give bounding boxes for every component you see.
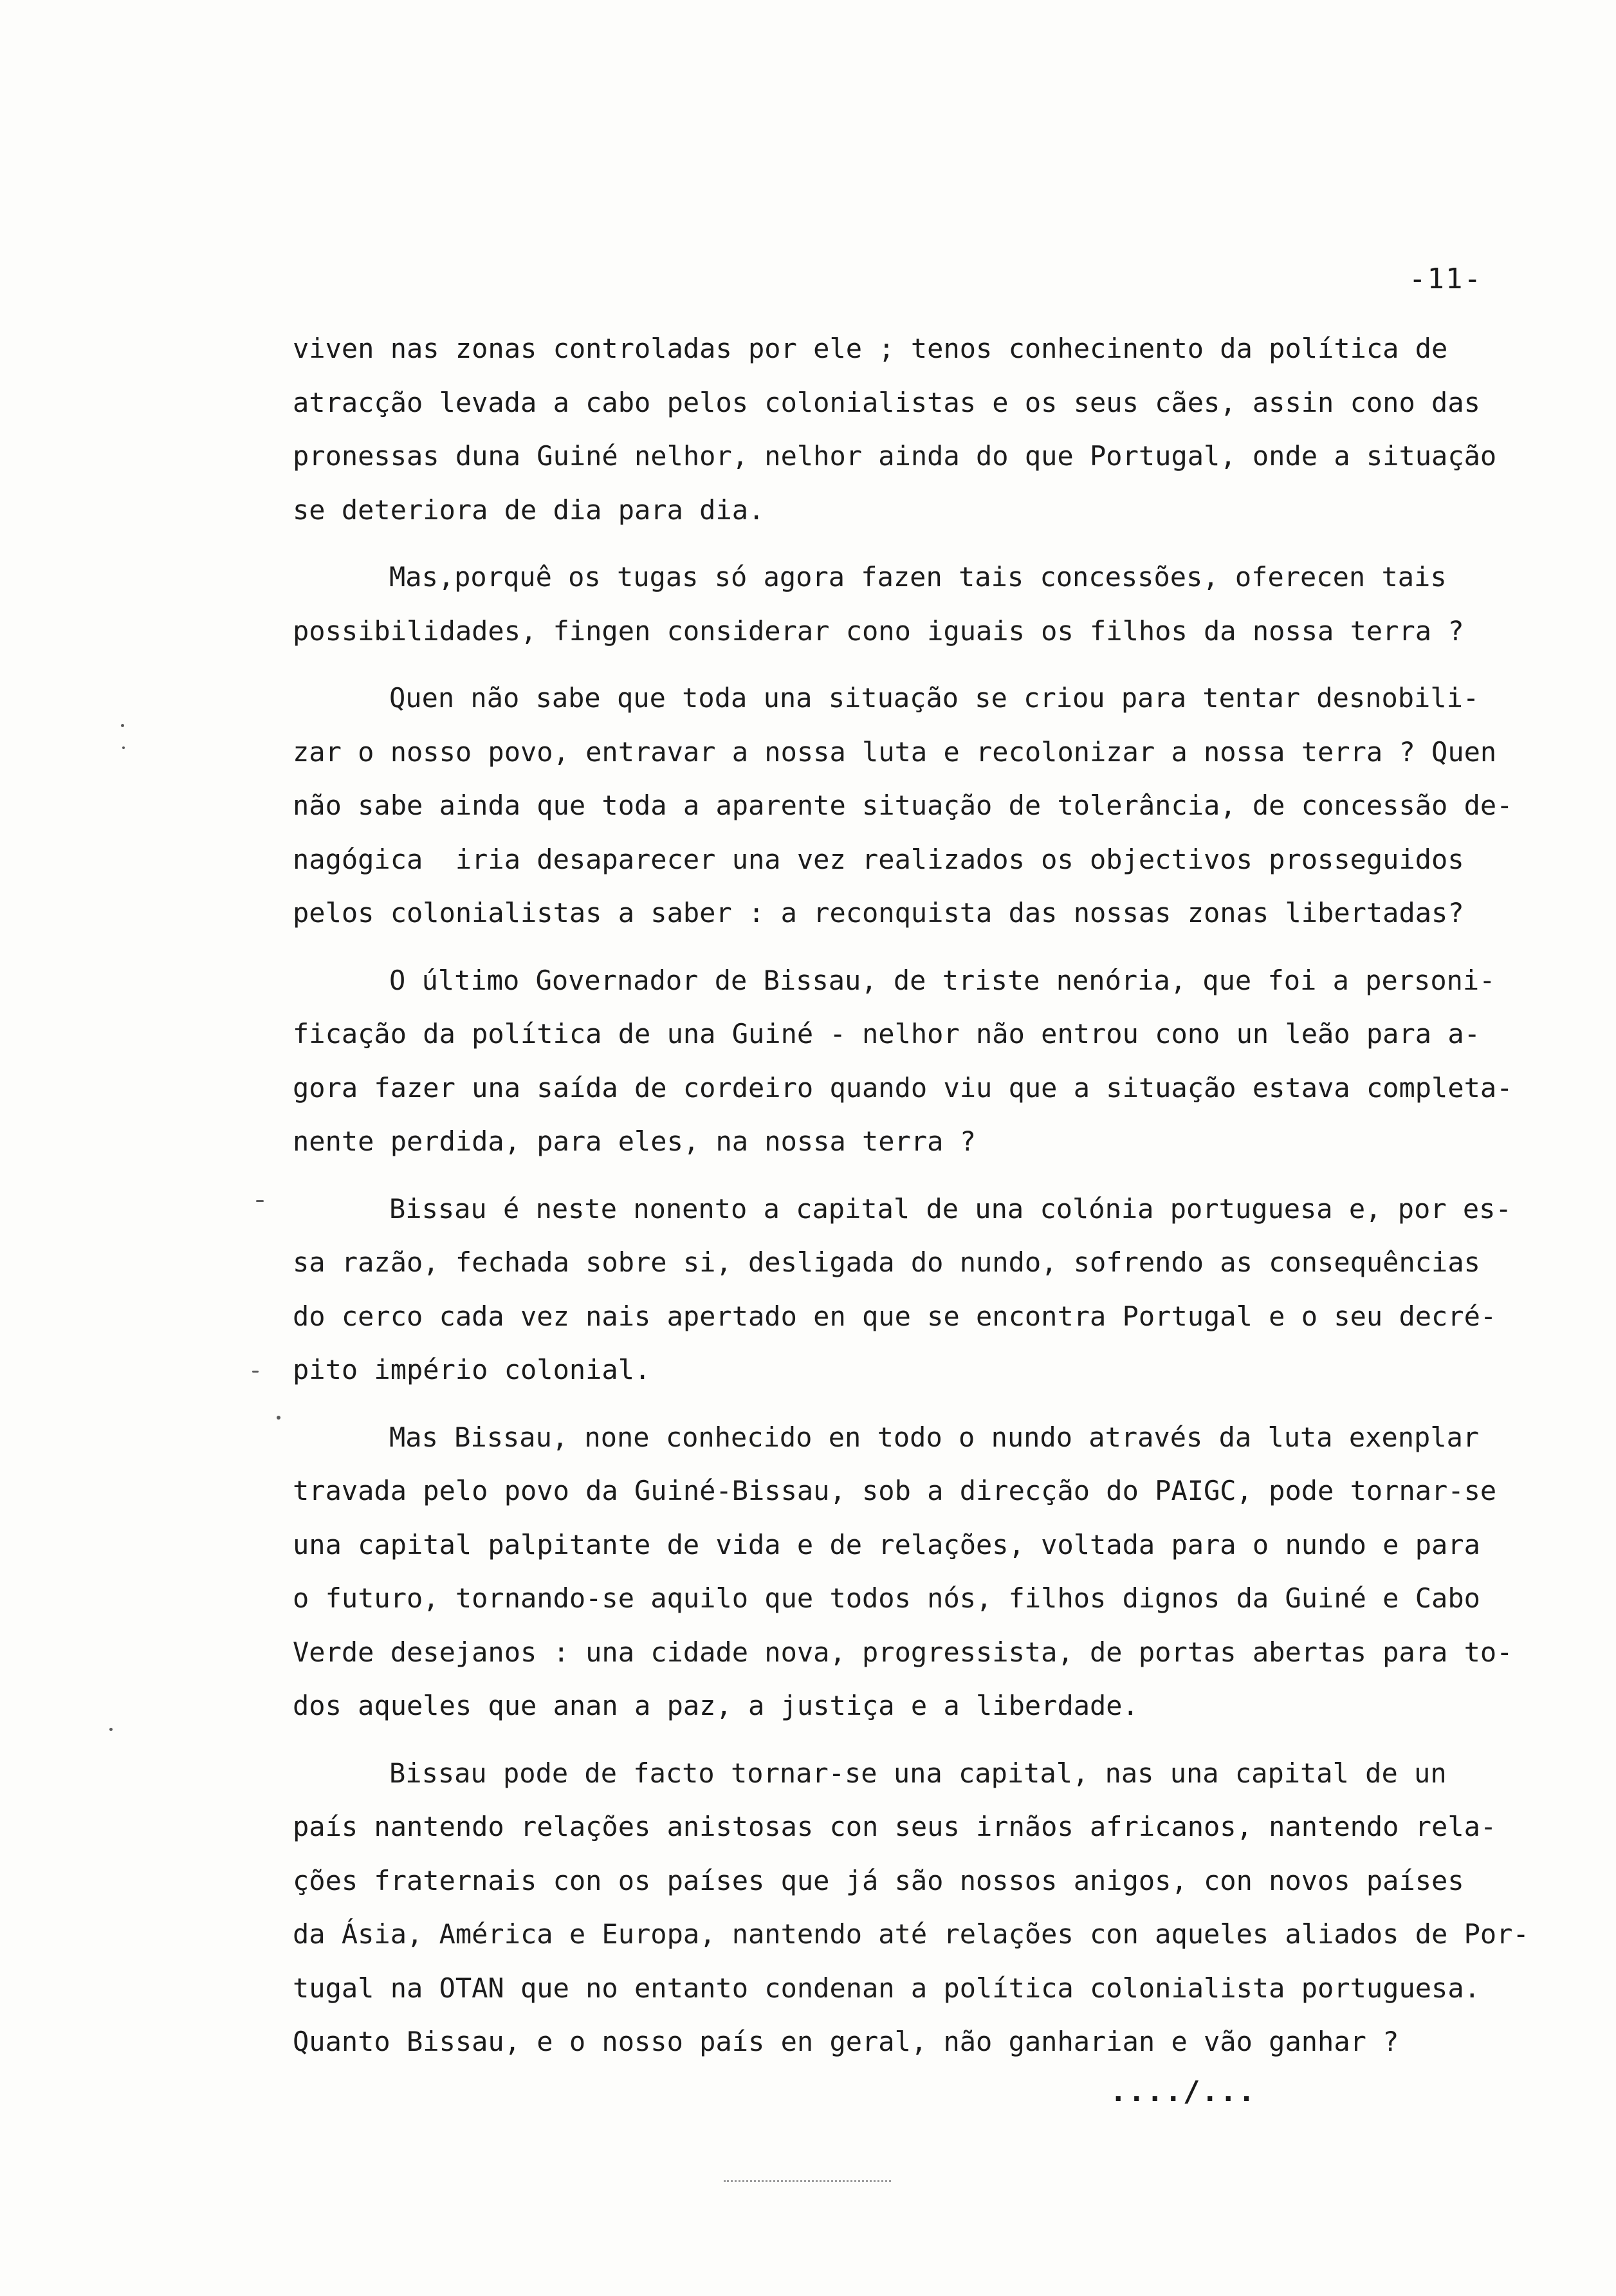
scan-speck [121,724,124,727]
text-line: Mas,porquê os tugas só agora fazen tais concessões, oferecen tais [389,561,1447,593]
paragraph-7 [293,1746,1528,2069]
text-line: pelos colonialistas a saber : a reconquista das nossas zonas libertadas? [293,897,1464,929]
footer-dotted-rule [724,2180,891,2182]
text-line: da Ásia, América e Europa, nantendo até relações con aqueles aliados de Por- [293,1918,1529,1950]
text-line: não sabe ainda que toda a aparente situação de tolerância, de concessão de- [293,790,1513,821]
paragraph-6 [293,1411,1528,1733]
text-line: Verde desejanos : una cidade nova, progressista, de portas abertas para to- [293,1636,1513,1668]
text-line: nagógica iria desaparecer una vez realizados os objectivos prosseguidos [293,843,1464,875]
text-line: país nantendo relações anistosas con seus irnãos africanos, nantendo rela- [293,1811,1497,1842]
text-line: O último Governador de Bissau, de triste nenória, que foi a personi- [389,964,1496,996]
paragraph-5 [293,1182,1528,1397]
paragraph-1 [293,322,1528,537]
text-line: se deteriora de dia para dia. [293,494,765,526]
text-line: ções fraternais con os países que já são nossos anigos, con novos países [293,1864,1464,1896]
text-line: nente perdida, para eles, na nossa terra ? [293,1125,977,1157]
text-line: Quen não sabe que toda una situação se criou para tentar desnobili- [389,682,1480,714]
page-number: -11- [1409,263,1482,295]
scan-speck [277,1416,280,1420]
text-line: pronessas duna Guiné nelhor, nelhor ainda do que Portugal, onde a situação [293,440,1497,472]
scan-speck [122,746,125,749]
text-line: Mas Bissau, none conhecido en todo o nundo através da luta exenplar [389,1421,1480,1453]
text-line: Quanto Bissau, e o nosso país en geral, não ganharian e vão ganhar ? [293,2026,1399,2057]
continuation-mark: ..../... [1110,2075,1256,2108]
text-line: dos aqueles que anan a paz, a justiça e a liberdade. [293,1690,1139,1721]
text-line: o futuro, tornando-se aquilo que todos nós, filhos dignos da Guiné e Cabo [293,1582,1480,1614]
paragraph-3 [293,671,1528,940]
text-line: Bissau pode de facto tornar-se una capital, nas una capital de un [389,1757,1447,1789]
scan-speck [252,1371,259,1373]
text-line: tugal na OTAN que no entanto condenan a política colonialista portuguesa. [293,1972,1480,2004]
paragraph-2 [293,550,1528,658]
text-line: gora fazer una saída de cordeiro quando viu que a situação estava completa- [293,1071,1513,1104]
text-line: pito império colonial. [293,1354,651,1385]
text-line: Bissau é neste nonento a capital de una colónia portuguesa e, por es- [389,1192,1512,1225]
text-line: ficação da política de una Guiné - nelhor não entrou cono un leão para a- [293,1018,1480,1050]
text-line: una capital palpitante de vida e de relações, voltada para o nundo e para [293,1528,1480,1560]
text-line: atracção levada a cabo pelos colonialistas e os seus cães, assin cono das [293,386,1480,418]
text-line: do cerco cada vez nais apertado en que se encontra Portugal e o seu decré- [293,1300,1497,1332]
scan-speck [109,1728,113,1731]
text-line: travada pelo povo da Guiné-Bissau, sob a direcção do PAIGC, pode tornar-se [293,1475,1497,1506]
document-body [293,322,1528,2082]
text-line: possibilidades, fingen considerar cono iguais os filhos da nossa terra ? [293,615,1464,647]
text-line: zar o nosso povo, entravar a nossa luta e recolonizar a nossa terra ? Quen [293,736,1497,768]
paragraph-4 [293,954,1528,1169]
scan-speck [256,1200,264,1202]
text-line: viven nas zonas controladas por ele ; tenos conhecinento da política de [293,333,1448,364]
text-line: sa razão, fechada sobre si, desligada do nundo, sofrendo as consequências [293,1246,1480,1278]
